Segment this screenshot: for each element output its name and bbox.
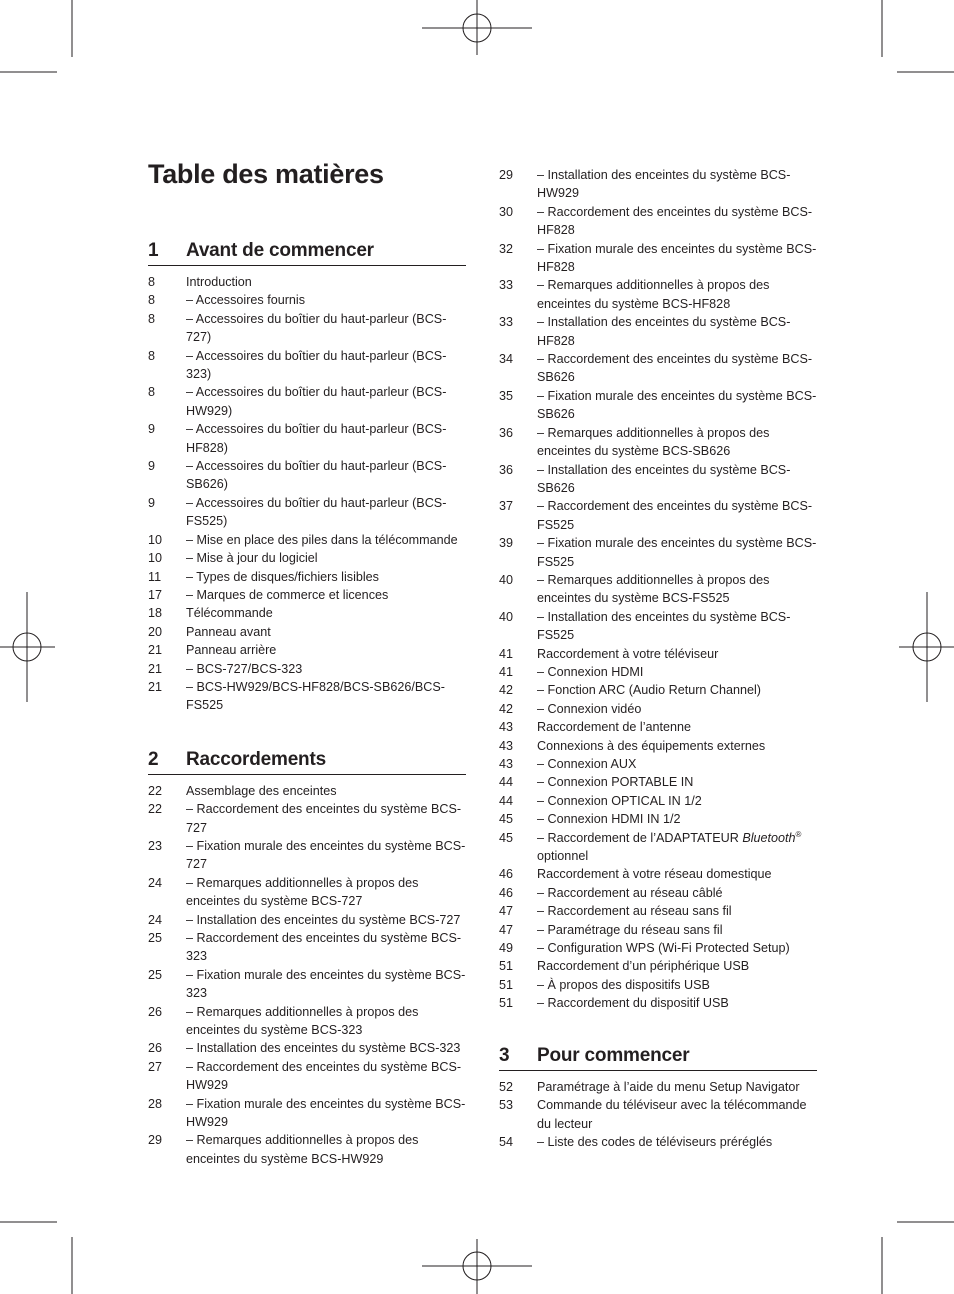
toc-entry-text xyxy=(537,608,817,645)
toc-entry-text xyxy=(537,461,817,498)
toc-entry-text xyxy=(186,966,466,1003)
toc-entry-text xyxy=(186,623,466,641)
toc-page-number: 30 xyxy=(499,204,514,219)
toc-entry-label: – Raccordement au réseau sans fil xyxy=(537,904,732,919)
toc-page-number: 49 xyxy=(499,941,514,956)
section-number: 1 xyxy=(148,240,159,261)
toc-entry[interactable] xyxy=(499,645,817,663)
toc-entry-label: Panneau avant xyxy=(186,624,271,639)
toc-entry[interactable] xyxy=(148,549,466,567)
toc-entry-text xyxy=(537,313,817,350)
toc-entry[interactable] xyxy=(148,966,466,1003)
toc-entry-text xyxy=(537,939,817,957)
toc-page-number: 35 xyxy=(499,388,514,403)
toc-page-number: 44 xyxy=(499,775,514,790)
toc-entry[interactable] xyxy=(148,568,466,586)
toc-page-number: 46 xyxy=(499,867,514,882)
toc-entry-label: – Connexion HDMI IN 1/2 xyxy=(537,812,681,827)
toc-entry-label: – Connexion OPTICAL IN 1/2 xyxy=(537,793,702,808)
toc-entry[interactable] xyxy=(148,1039,466,1057)
toc-entry-text xyxy=(537,240,817,277)
toc-page-number: 47 xyxy=(499,922,514,937)
toc-entry[interactable] xyxy=(499,424,817,461)
toc-page-number: 43 xyxy=(499,757,514,771)
toc-entry[interactable] xyxy=(148,837,466,874)
toc-entry-label: – Connexion PORTABLE IN xyxy=(537,775,694,790)
toc-entry-text xyxy=(186,911,466,929)
toc-entry-text xyxy=(537,976,817,994)
section-number: 2 xyxy=(148,748,159,770)
toc-entry[interactable] xyxy=(148,420,466,457)
toc-entry[interactable] xyxy=(499,203,817,240)
toc-entry-label: – Fixation murale des enceintes du système BCS-323 xyxy=(186,967,466,1001)
toc-page-number: 21 xyxy=(148,643,163,658)
toc-page-number: 39 xyxy=(499,536,514,551)
toc-page-number: 42 xyxy=(499,683,514,698)
toc-page-number: 33 xyxy=(499,278,514,293)
section-title: Pour commencer xyxy=(537,1044,690,1066)
toc-page-number: 17 xyxy=(148,587,163,602)
toc-entry[interactable] xyxy=(499,276,817,313)
toc-page-number: 44 xyxy=(499,793,514,808)
toc-page-number: 8 xyxy=(148,311,156,326)
toc-entry-text xyxy=(537,773,817,791)
toc-entry-label: – Raccordement des enceintes du système BCS-323 xyxy=(186,931,462,964)
toc-entry[interactable] xyxy=(499,792,817,810)
toc-entry-label: – Raccordement au réseau câblé xyxy=(537,885,723,900)
toc-entry[interactable] xyxy=(148,494,466,531)
toc-entry-text xyxy=(186,1003,466,1040)
toc-page-number: 47 xyxy=(499,904,514,919)
toc-entry[interactable] xyxy=(148,604,466,622)
toc-entry-text xyxy=(186,1095,466,1132)
toc-page-number: 8 xyxy=(148,385,156,400)
toc-entry-label: – Remarques additionnelles à propos des enceintes du système BCS-FS525 xyxy=(537,572,770,606)
toc-entry-label: – Paramétrage du réseau sans fil xyxy=(537,922,723,937)
toc-page-number: 9 xyxy=(148,495,156,510)
toc-entry-label: – Installation des enceintes du système BCS-323 xyxy=(186,1041,461,1056)
toc-entry[interactable] xyxy=(148,1095,466,1132)
toc-entry-label: Raccordement à votre réseau domestique xyxy=(537,867,772,882)
toc-entry[interactable] xyxy=(148,310,466,347)
toc-entry[interactable] xyxy=(499,773,817,791)
toc-entry-label: – Raccordement des enceintes du système BCS-FS525 xyxy=(537,499,813,532)
toc-page-number: 25 xyxy=(148,967,163,982)
toc-entry[interactable] xyxy=(499,921,817,939)
toc-entry-text xyxy=(537,350,817,387)
toc-page-number: 40 xyxy=(499,572,514,587)
toc-page-number: 46 xyxy=(499,885,514,900)
toc-page-number: 9 xyxy=(148,422,156,437)
toc-entry-label: – Connexion HDMI xyxy=(537,664,644,679)
toc-entry[interactable] xyxy=(148,531,466,549)
toc-entry[interactable] xyxy=(148,800,466,837)
toc-page-number: 26 xyxy=(148,1004,163,1019)
toc-page-number: 21 xyxy=(148,679,163,694)
toc-entry[interactable] xyxy=(499,497,817,534)
toc-list-section-3 xyxy=(499,1078,817,1152)
toc-entry-label: Connexions à des équipements externes xyxy=(537,738,766,753)
toc-page-number: 36 xyxy=(499,462,514,477)
toc-entry[interactable] xyxy=(499,461,817,498)
toc-entry[interactable] xyxy=(148,678,466,715)
toc-entry-label: Raccordement de l’antenne xyxy=(537,720,692,735)
toc-page-number: 24 xyxy=(148,875,163,890)
toc-entry-label: – Configuration WPS (Wi-Fi Protected Setup) xyxy=(537,941,790,956)
toc-entry[interactable] xyxy=(499,608,817,645)
toc-entry-text xyxy=(186,660,466,678)
toc-entry[interactable] xyxy=(499,939,817,957)
toc-page-number: 45 xyxy=(499,830,514,845)
toc-entry-label: – Accessoires du boîtier du haut-parleur (BCS-FS525) xyxy=(186,495,447,529)
toc-entry[interactable] xyxy=(499,571,817,608)
toc-entry-text xyxy=(537,829,817,866)
toc-entry-label: – Accessoires du boîtier du haut-parleur (BCS-HW929) xyxy=(186,385,447,418)
toc-entry-text xyxy=(537,994,817,1012)
toc-entry-text xyxy=(537,921,817,939)
toc-page-number: 29 xyxy=(148,1133,163,1148)
toc-entry-text xyxy=(537,737,817,755)
toc-entry-text xyxy=(186,291,466,309)
toc-entry-text xyxy=(186,1039,466,1057)
toc-page-number: 52 xyxy=(499,1079,514,1094)
toc-entry-label: – Raccordement des enceintes du système BCS-SB626 xyxy=(537,352,813,385)
toc-page-number: 20 xyxy=(148,624,163,639)
toc-entry-text xyxy=(186,383,466,420)
toc-entry-label: – Fixation murale des enceintes du système BCS-FS525 xyxy=(537,536,817,569)
toc-entry-label: – Remarques additionnelles à propos des enceintes du système BCS-323 xyxy=(186,1004,419,1038)
page-title: Table des matières xyxy=(148,159,384,189)
toc-page-number: 51 xyxy=(499,996,514,1011)
toc-entry-text xyxy=(186,837,466,874)
toc-entry-label: – Connexion AUX xyxy=(537,757,637,771)
toc-entry[interactable] xyxy=(148,641,466,659)
toc-page-number: 53 xyxy=(499,1098,514,1113)
toc-page-number: 22 xyxy=(148,783,163,798)
toc-entry-label: – À propos des dispositifs USB xyxy=(537,977,710,992)
toc-entry-label: – Fixation murale des enceintes du système BCS-SB626 xyxy=(537,388,817,422)
toc-entry[interactable] xyxy=(499,1096,817,1133)
toc-entry-text xyxy=(186,800,466,837)
toc-entry-text xyxy=(537,865,817,883)
toc-entry[interactable] xyxy=(148,911,466,929)
toc-entry-text xyxy=(537,166,817,203)
toc-entry-text xyxy=(186,531,466,549)
toc-entry-text xyxy=(537,681,817,699)
toc-entry[interactable] xyxy=(148,874,466,911)
toc-page-number: 51 xyxy=(499,977,514,992)
toc-page-number: 8 xyxy=(148,348,156,363)
toc-entry-text xyxy=(537,902,817,920)
toc-entry-text xyxy=(186,457,466,494)
toc-entry-text xyxy=(537,700,817,718)
toc-page-number: 43 xyxy=(499,738,514,753)
toc-entry-label: – BCS-727/BCS-323 xyxy=(186,661,303,676)
toc-page-number: 27 xyxy=(148,1059,163,1074)
toc-page-number: 28 xyxy=(148,1096,163,1111)
toc-entry-label: – BCS-HW929/BCS-HF828/BCS-SB626/BCS-FS525 xyxy=(186,679,445,713)
toc-entry-label: Paramétrage à l’aide du menu Setup Navigator xyxy=(537,1079,800,1094)
toc-entry-text xyxy=(186,549,466,567)
toc-entry-text xyxy=(537,276,817,313)
toc-entry[interactable] xyxy=(148,273,466,291)
toc-entry[interactable] xyxy=(499,902,817,920)
toc-entry[interactable] xyxy=(499,865,817,883)
toc-entry-label: – Raccordement des enceintes du système BCS-HW929 xyxy=(186,1059,462,1093)
toc-entry[interactable] xyxy=(499,884,817,902)
toc-entry-label: Assemblage des enceintes xyxy=(186,783,337,798)
toc-entry-label: – Accessoires du boîtier du haut-parleur (BCS-SB626) xyxy=(186,459,447,492)
toc-entry-label: – Accessoires fournis xyxy=(186,293,305,308)
toc-page-number: 54 xyxy=(499,1134,514,1149)
toc-entry-label: – Fonction ARC (Audio Return Channel) xyxy=(537,683,762,698)
toc-entry[interactable] xyxy=(499,681,817,699)
toc-entry-label: – Installation des enceintes du système BCS-HW929 xyxy=(537,168,791,201)
registered-mark: ® xyxy=(795,829,802,839)
toc-entry[interactable] xyxy=(499,737,817,755)
toc-entry[interactable] xyxy=(499,240,817,277)
toc-entry-label: Raccordement d’un périphérique USB xyxy=(537,959,750,974)
toc-entry-text xyxy=(186,678,466,715)
toc-entry-label: – Accessoires du boîtier du haut-parleur (BCS-727) xyxy=(186,311,447,345)
toc-page-number: 42 xyxy=(499,701,514,716)
toc-page-number: 45 xyxy=(499,812,514,827)
toc-entry[interactable] xyxy=(499,534,817,571)
toc-entry-label: Panneau arrière xyxy=(186,643,277,658)
toc-entry[interactable] xyxy=(499,663,817,681)
toc-page-number: 24 xyxy=(148,912,163,927)
toc-entry-label: – Fixation murale des enceintes du système BCS-HW929 xyxy=(186,1096,466,1130)
toc-entry-text xyxy=(537,1096,817,1133)
toc-entry[interactable] xyxy=(148,1003,466,1040)
toc-entry-text xyxy=(537,571,817,608)
toc-entry-label: – Liste des codes de téléviseurs préréglés xyxy=(537,1134,773,1149)
toc-entry-text xyxy=(186,604,466,622)
toc-entry-label: – Remarques additionnelles à propos des enceintes du système BCS-HW929 xyxy=(186,1133,419,1166)
toc-entry-text xyxy=(537,203,817,240)
toc-entry-text xyxy=(186,641,466,659)
toc-page-number: 8 xyxy=(148,293,156,308)
toc-left-column xyxy=(148,240,466,1168)
toc-page-number: 41 xyxy=(499,646,514,661)
toc-entry-text xyxy=(537,884,817,902)
toc-page-number: 36 xyxy=(499,425,514,440)
toc-entry-text xyxy=(186,782,466,800)
toc-page-number: 33 xyxy=(499,315,514,330)
toc-page-number: 10 xyxy=(148,532,163,547)
toc-entry-label: Télécommande xyxy=(186,606,273,621)
toc-entry[interactable] xyxy=(499,1133,817,1151)
toc-page-number: 21 xyxy=(148,661,163,676)
toc-entry-label: – Accessoires du boîtier du haut-parleur (BCS-323) xyxy=(186,348,447,382)
toc-list-section-2b xyxy=(499,166,817,1013)
toc-entry-label: – Connexion vidéo xyxy=(537,701,642,716)
toc-entry-text xyxy=(537,755,817,773)
toc-right-column xyxy=(499,166,817,1151)
toc-page-number: 23 xyxy=(148,838,163,853)
toc-entry[interactable] xyxy=(148,457,466,494)
toc-entry-text xyxy=(186,1058,466,1095)
toc-entry-label: – Types de disques/fichiers lisibles xyxy=(186,569,379,584)
toc-entry-label: – Accessoires du boîtier du haut-parleur (BCS-HF828) xyxy=(186,422,447,455)
toc-entry-text xyxy=(537,497,817,534)
toc-entry-label: – Installation des enceintes du système BCS-FS525 xyxy=(537,609,791,643)
toc-entry[interactable] xyxy=(148,347,466,384)
toc-entry-label: – Raccordement du dispositif USB xyxy=(537,996,729,1011)
toc-entry-label: – Installation des enceintes du système BCS-727 xyxy=(186,912,461,927)
toc-entry-text xyxy=(186,568,466,586)
toc-entry[interactable] xyxy=(148,929,466,966)
toc-entry-text xyxy=(186,494,466,531)
toc-entry-label: – Raccordement de l’ADAPTATEUR xyxy=(537,830,739,845)
toc-entry-label: – Installation des enceintes du système BCS-SB626 xyxy=(537,462,791,495)
toc-entry-text xyxy=(537,1133,817,1151)
toc-entry-text xyxy=(537,663,817,681)
toc-page-number: 22 xyxy=(148,802,163,817)
toc-entry-label: Raccordement à votre téléviseur xyxy=(537,646,719,661)
toc-entry-suffix: optionnel xyxy=(537,849,589,864)
toc-page-number: 41 xyxy=(499,664,514,679)
toc-page-number: 34 xyxy=(499,352,514,367)
toc-entry[interactable] xyxy=(499,313,817,350)
toc-entry[interactable] xyxy=(499,718,817,736)
toc-entry-text xyxy=(537,645,817,663)
toc-page-number: 25 xyxy=(148,931,163,945)
toc-entry[interactable] xyxy=(499,994,817,1012)
toc-entry-label: – Raccordement des enceintes du système BCS-HF828 xyxy=(537,204,813,238)
toc-entry-text xyxy=(186,420,466,457)
toc-page-number: 18 xyxy=(148,606,163,621)
toc-page-number: 37 xyxy=(499,499,514,514)
toc-entry-label: – Remarques additionnelles à propos des enceintes du système BCS-HF828 xyxy=(537,278,770,311)
toc-entry-text xyxy=(537,810,817,828)
toc-entry[interactable] xyxy=(499,700,817,718)
toc-entry[interactable] xyxy=(499,387,817,424)
toc-entry[interactable] xyxy=(148,782,466,800)
toc-entry-text xyxy=(537,424,817,461)
toc-entry-label: – Remarques additionnelles à propos des enceintes du système BCS-727 xyxy=(186,875,419,909)
toc-entry-text xyxy=(186,1131,466,1168)
toc-entry-text xyxy=(537,534,817,571)
toc-entry[interactable] xyxy=(148,291,466,309)
toc-entry-text xyxy=(537,792,817,810)
toc-entry[interactable] xyxy=(499,166,817,203)
toc-page-number: 9 xyxy=(148,459,156,474)
toc-entry[interactable] xyxy=(148,660,466,678)
section-heading-3 xyxy=(499,1045,817,1071)
toc-page-number: 10 xyxy=(148,551,163,566)
section-title: Raccordements xyxy=(186,748,326,770)
toc-page-number: 32 xyxy=(499,241,514,256)
section-title: Avant de commencer xyxy=(186,240,374,261)
section-heading-1 xyxy=(148,240,466,266)
toc-entry[interactable] xyxy=(148,383,466,420)
toc-entry[interactable] xyxy=(499,829,817,866)
toc-entry[interactable] xyxy=(148,1058,466,1095)
toc-page-number: 40 xyxy=(499,609,514,624)
toc-entry-label: – Fixation murale des enceintes du système BCS-HF828 xyxy=(537,241,817,275)
toc-entry[interactable] xyxy=(148,586,466,604)
toc-entry[interactable] xyxy=(499,1078,817,1096)
toc-entry[interactable] xyxy=(499,350,817,387)
toc-entry-label: – Raccordement des enceintes du système BCS-727 xyxy=(186,802,462,835)
toc-entry-text xyxy=(186,273,466,291)
toc-entry-text xyxy=(186,874,466,911)
toc-page-number: 29 xyxy=(499,168,514,182)
toc-page-number: 43 xyxy=(499,720,514,735)
toc-entry[interactable] xyxy=(499,957,817,975)
toc-entry-label: Commande du téléviseur avec la télécommande du lecteur xyxy=(537,1098,807,1131)
toc-entry-text xyxy=(537,718,817,736)
toc-page-number: 26 xyxy=(148,1041,163,1056)
toc-entry-text xyxy=(186,310,466,347)
toc-list-section-1 xyxy=(148,273,466,715)
toc-entry-label: – Mise à jour du logiciel xyxy=(186,551,318,566)
toc-entry-label: – Fixation murale des enceintes du système BCS-727 xyxy=(186,838,466,872)
toc-entry-text xyxy=(537,1078,817,1096)
toc-entry-label: Introduction xyxy=(186,275,252,289)
toc-entry-text xyxy=(537,387,817,424)
section-number: 3 xyxy=(499,1044,510,1066)
toc-entry-text xyxy=(186,929,466,966)
toc-entry[interactable] xyxy=(148,1131,466,1168)
toc-entry-label: – Mise en place des piles dans la télécommande xyxy=(186,532,458,547)
toc-page-number: 11 xyxy=(148,569,162,584)
toc-entry[interactable] xyxy=(499,810,817,828)
section-heading-2 xyxy=(148,749,466,775)
toc-entry-label: – Marques de commerce et licences xyxy=(186,587,389,602)
toc-entry-text xyxy=(537,957,817,975)
toc-entry-text xyxy=(186,586,466,604)
toc-page-number: 8 xyxy=(148,275,156,289)
toc-list-section-2a xyxy=(148,782,466,1169)
toc-entry-italic: Bluetooth xyxy=(742,830,796,845)
toc-entry[interactable] xyxy=(148,623,466,641)
toc-entry[interactable] xyxy=(499,976,817,994)
toc-entry[interactable] xyxy=(499,755,817,773)
toc-entry-text xyxy=(186,347,466,384)
toc-entry-label: – Installation des enceintes du système BCS-HF828 xyxy=(537,315,791,348)
toc-page-number: 51 xyxy=(499,959,514,974)
toc-entry-label: – Remarques additionnelles à propos des enceintes du système BCS-SB626 xyxy=(537,425,770,459)
